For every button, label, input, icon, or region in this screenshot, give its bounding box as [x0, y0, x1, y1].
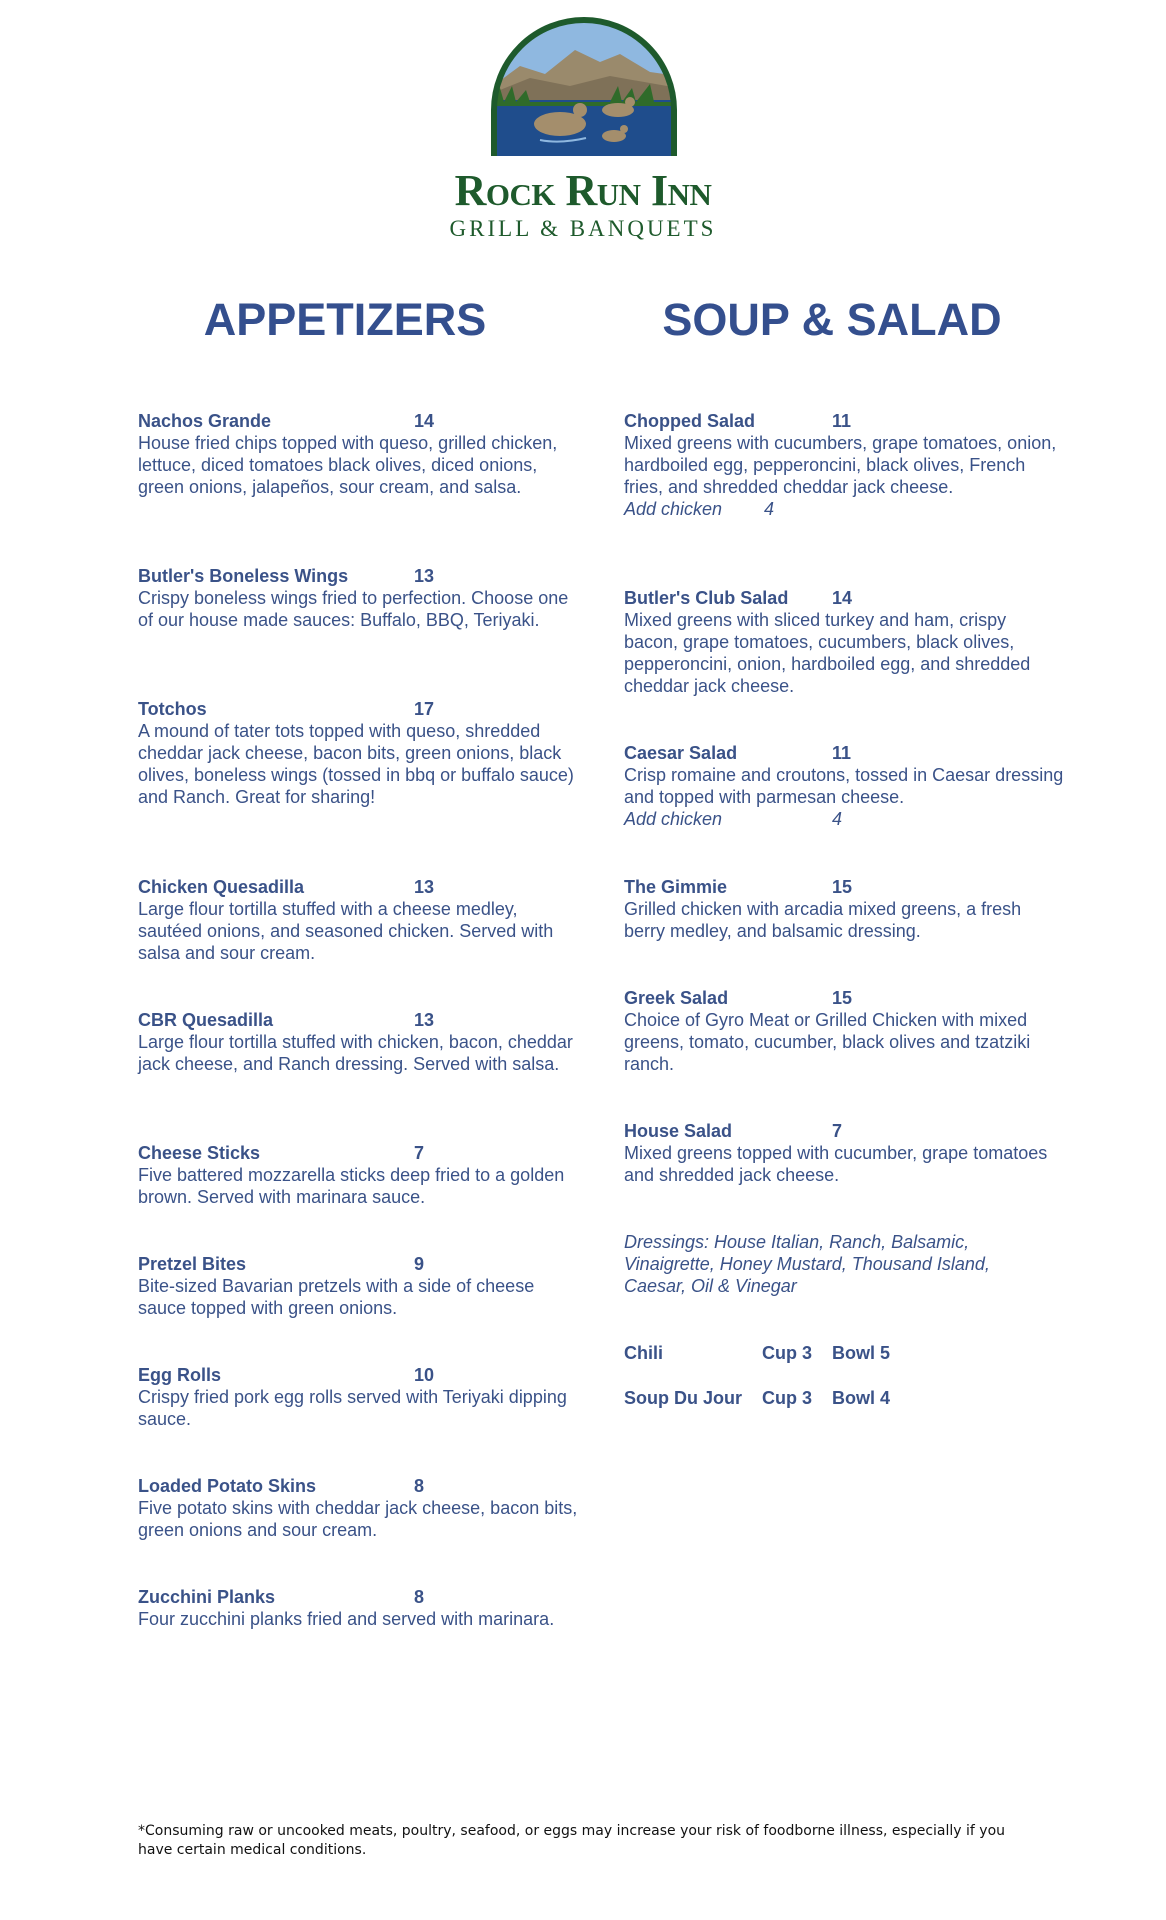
- item-price: 17: [414, 699, 435, 719]
- item-name: Loaded Potato Skins: [138, 1476, 317, 1496]
- item-price: 13: [414, 566, 435, 586]
- dressings-list: Dressings: House Italian, Ranch, Balsamic, Vinaigrette, Honey Mustard, Thousand Island, Caesar, Oil & Vinegar: [624, 1232, 990, 1296]
- logo: [0, 0, 1166, 250]
- item-description: Five battered mozzarella sticks deep fried to a golden brown. Served with marinara sauce.: [138, 1165, 565, 1207]
- add-on-label: Add chicken: [624, 499, 723, 519]
- item-price: 8: [414, 1476, 425, 1496]
- menu-item: [138, 1364, 578, 1430]
- item-description: Grilled chicken with arcadia mixed greens, a fresh berry medley, and balsamic dressing.: [624, 899, 1022, 941]
- add-on-price: 4: [832, 809, 843, 829]
- item-description: Crispy fried pork egg rolls served with Teriyaki dipping sauce.: [138, 1387, 567, 1429]
- soup-name: Soup Du Jour: [624, 1388, 742, 1408]
- item-name: Totchos: [138, 699, 207, 719]
- menu-item: [138, 410, 578, 498]
- item-description: House fried chips topped with queso, grilled chicken, lettuce, diced tomatoes black olives, diced onions, green onions, jalapeños, sour cream, and salsa.: [138, 433, 558, 497]
- item-price: 9: [414, 1254, 425, 1274]
- item-name: Pretzel Bites: [138, 1254, 247, 1274]
- menu-item: [138, 565, 578, 631]
- add-on-label: Add chicken: [624, 809, 723, 829]
- menu-item: [138, 1475, 578, 1541]
- item-name: Nachos Grande: [138, 411, 272, 431]
- item-name: The Gimmie: [624, 877, 728, 897]
- menu-item: [138, 876, 578, 964]
- item-description: Bite-sized Bavarian pretzels with a side of cheese sauce topped with green onions.: [138, 1276, 535, 1318]
- item-description: Mixed greens topped with cucumber, grape tomatoes and shredded jack cheese.: [624, 1143, 1048, 1185]
- menu-item: [624, 410, 1064, 520]
- item-name: Butler's Boneless Wings: [138, 566, 349, 586]
- health-disclaimer: *Consuming raw or uncooked meats, poultry, seafood, or eggs may increase your risk of foodborne illness, especially if you have certain medical conditions.: [138, 1823, 1006, 1858]
- item-description: Mixed greens with cucumbers, grape tomatoes, onion, hardboiled egg, pepperoncini, black olives, French fries, and shredded cheddar jack cheese.: [624, 433, 1057, 497]
- soup-cup-price: Cup 3: [762, 1343, 813, 1363]
- soup-bowl-price: Bowl 5: [832, 1343, 891, 1363]
- menu-item: [624, 587, 1064, 697]
- item-price: 13: [414, 877, 435, 897]
- item-name: Zucchini Planks: [138, 1587, 276, 1607]
- item-description: Mixed greens with sliced turkey and ham, crispy bacon, grape tomatoes, cucumbers, black olives, pepperoncini, onion, hardboiled egg, and shredded cheddar jack cheese.: [624, 610, 1031, 696]
- item-price: 11: [832, 411, 852, 431]
- menu-item: [624, 987, 1064, 1075]
- item-name: Greek Salad: [624, 988, 729, 1008]
- soup-name: Chili: [624, 1343, 663, 1363]
- item-price: 8: [414, 1587, 425, 1607]
- item-description: Crisp romaine and croutons, tossed in Caesar dressing and topped with parmesan cheese.: [624, 765, 1064, 807]
- item-price: 7: [832, 1121, 843, 1141]
- item-description: Five potato skins with cheddar jack cheese, bacon bits, green onions and sour cream.: [138, 1498, 578, 1540]
- item-price: 13: [414, 1010, 435, 1030]
- menu-item: [138, 1253, 578, 1319]
- soup-cup-price: Cup 3: [762, 1388, 813, 1408]
- add-on: [624, 808, 1064, 830]
- item-price: 14: [414, 411, 435, 431]
- item-price: 11: [832, 743, 852, 763]
- menu-item: [624, 876, 1064, 942]
- item-description: Large flour tortilla stuffed with chicken, bacon, cheddar jack cheese, and Ranch dressing. Served with salsa.: [138, 1032, 573, 1074]
- menu-item: [138, 1009, 578, 1075]
- item-name: Egg Rolls: [138, 1365, 222, 1385]
- item-price: 7: [414, 1143, 425, 1163]
- item-name: Chopped Salad: [624, 411, 756, 431]
- item-name: CBR Quesadilla: [138, 1010, 274, 1030]
- appetizers-heading: APPETIZERS: [203, 294, 487, 345]
- add-on-price: 4: [764, 499, 775, 519]
- brand-name: Rock Run Inn: [454, 166, 712, 215]
- item-name: Caesar Salad: [624, 743, 738, 763]
- item-name: Butler's Club Salad: [624, 588, 789, 608]
- item-name: Cheese Sticks: [138, 1143, 261, 1163]
- item-name: House Salad: [624, 1121, 733, 1141]
- item-price: 15: [832, 988, 853, 1008]
- item-price: 15: [832, 877, 853, 897]
- menu-item: [138, 698, 578, 808]
- menu-item: [138, 1142, 578, 1208]
- item-description: A mound of tater tots topped with queso, shredded cheddar jack cheese, bacon bits, green onions, black olives, boneless wings (tossed in bbq or buffalo sauce) and Ranch. Great for sharing!: [138, 721, 574, 807]
- item-description: Four zucchini planks fried and served with marinara.: [138, 1609, 555, 1629]
- item-price: 14: [832, 588, 853, 608]
- item-price: 10: [414, 1365, 435, 1385]
- menu-item: [138, 1586, 578, 1630]
- soup-salad-heading: SOUP & SALAD: [662, 294, 1002, 345]
- menu-item: [624, 742, 1064, 830]
- add-on: [624, 498, 1064, 520]
- item-name: Chicken Quesadilla: [138, 877, 305, 897]
- item-description: Large flour tortilla stuffed with a cheese medley, sautéed onions, and seasoned chicken. Served with salsa and sour cream.: [138, 899, 554, 963]
- brand-subtitle: GRILL & BANQUETS: [449, 216, 717, 241]
- item-description: Crispy boneless wings fried to perfection. Choose one of our house made sauces: Buffalo, BBQ, Teriyaki.: [138, 588, 569, 630]
- item-description: Choice of Gyro Meat or Grilled Chicken with mixed greens, tomato, cucumber, black olives and tzatziki ranch.: [624, 1010, 1031, 1074]
- soup-bowl-price: Bowl 4: [832, 1388, 891, 1408]
- menu-item: [624, 1120, 1064, 1186]
- duck-pond-logo: [490, 16, 678, 156]
